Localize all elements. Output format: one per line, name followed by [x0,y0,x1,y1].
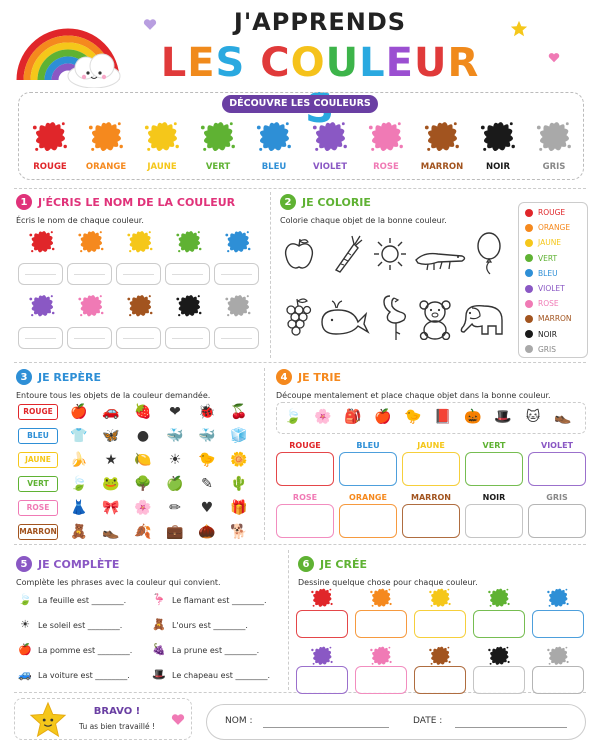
sentence-icon: 🦩 [152,593,166,606]
legend-label: ORANGE [538,223,571,233]
paint-splat-icon [423,118,461,156]
color-sample-gris [528,118,580,172]
sentence-text: Le flamant est ________. [172,595,267,605]
title-letter: U [325,40,360,86]
sortable-object-icon[interactable]: 📕 [434,409,452,425]
section-number: 5 [16,556,32,572]
paint-splat-icon [546,644,570,668]
color-sample-vert [192,118,244,172]
section-title: JE CRÉE [320,557,368,571]
legend-swatch [525,300,533,308]
object-icon[interactable]: 🐞 [198,404,216,420]
section-number: 6 [298,556,314,572]
sort-category-label: MARRON [411,493,451,502]
paint-splat-icon [487,644,511,668]
section-title: JE TRIE [298,370,342,384]
section-instruction: Découpe mentalement et place chaque objet dans la bonne couleur. [276,391,551,400]
color-label: ROSE [373,162,399,172]
drawing-box[interactable] [473,610,525,638]
legend-swatch [525,209,533,217]
section-write-color-name [16,194,235,225]
paint-splat-icon [311,118,349,156]
color-name-answer-box[interactable] [67,263,112,285]
writing-line [221,274,252,275]
paint-splat-icon [77,292,105,320]
title-letter: S [215,40,246,86]
writing-line [221,338,252,339]
sort-category-label: ROSE [292,493,318,502]
paint-splat-icon [224,292,252,320]
paint-splat-icon [487,586,511,610]
legend-swatch [525,269,533,277]
color-legend [518,202,588,358]
paint-splat-icon [428,586,452,610]
target-color-label: VERT [18,476,58,492]
legend-label: GRIS [538,344,556,354]
sentence-text: La voiture est ________. [38,670,130,680]
legend-label: BLEU [538,268,558,278]
paint-splat-icon [126,292,154,320]
object-icon[interactable]: ● [136,428,150,444]
bravo-badge [14,698,192,740]
name-date-box [206,704,586,740]
sentence-text: La prune est ________. [172,645,260,655]
sentence-item[interactable] [152,593,266,607]
target-color-label: MARRON [18,524,58,540]
legend-swatch [525,330,533,338]
legend-label: ROSE [538,299,559,309]
star-icon [510,20,528,38]
object-icon[interactable]: 🌵 [230,476,248,492]
object-icon[interactable]: 🍂 [134,524,152,540]
object-icon[interactable]: 🧊 [230,428,248,444]
divider [14,544,586,545]
section-spot-colors [16,369,210,400]
smiling-star-icon [29,701,67,739]
object-icon[interactable]: 🚗 [102,404,120,420]
legend-label: VERT [538,253,558,263]
sentence-icon: 🚙 [18,668,32,681]
sortable-object-icon[interactable]: 🍃 [284,409,302,425]
color-label: MARRON [420,162,464,172]
section-title: JE COMPLÈTE [38,557,120,571]
divider [270,192,271,358]
object-icon[interactable]: 👕 [70,428,88,444]
color-label: GRIS [542,162,566,172]
color-label: ORANGE [85,162,127,172]
color-label: NOIR [485,162,511,172]
section-number: 4 [276,369,292,385]
sort-category-label: JAUNE [417,441,445,450]
sentence-item[interactable] [18,668,130,682]
heart-icon [548,52,560,64]
sort-category-label: VERT [482,441,506,450]
legend-swatch [525,224,533,232]
object-icon[interactable]: 🍎 [70,404,88,420]
paint-splat-icon [310,586,334,610]
sortable-object-icon[interactable]: 🌸 [314,409,332,425]
color-sample-rouge [24,118,76,172]
paint-splat-icon [367,118,405,156]
sentence-text: La feuille est ________. [38,595,127,605]
section-instruction: Colorie chaque objet de la bonne couleur. [280,216,447,225]
carrot-outline-icon[interactable] [330,234,364,274]
sentence-item[interactable] [18,618,122,632]
object-icon[interactable]: 🎁 [230,500,248,516]
sentence-item[interactable] [18,593,126,607]
writing-line [123,274,154,275]
legend-item [519,296,587,311]
drawing-box[interactable] [355,610,407,638]
title-letter: R [447,40,480,86]
drawing-box[interactable] [532,666,584,694]
drawing-box[interactable] [414,666,466,694]
object-icon[interactable]: 👞 [102,524,120,540]
sentence-icon: 🍃 [18,593,32,606]
name-input-line[interactable] [263,727,389,728]
color-sample-noir [472,118,524,172]
legend-swatch [525,285,533,293]
paint-splat-icon [224,228,252,256]
date-input-line[interactable] [455,727,567,728]
sentence-text: Le soleil est ________. [38,620,123,630]
object-icon[interactable]: ☀ [168,452,182,468]
legend-label: ROUGE [538,208,566,218]
title-letter: O [290,40,326,86]
color-name-answer-box[interactable] [214,263,259,285]
bravo-title: BRAVO ! [93,706,141,717]
sort-category-label: VIOLET [541,441,573,450]
legend-item [519,311,587,326]
color-label: VIOLET [313,162,347,172]
sortable-object-icon[interactable]: 🐱 [525,409,541,425]
sortable-object-icon[interactable]: 🎩 [494,409,512,425]
sentence-icon: 🧸 [152,618,166,631]
legend-swatch [525,254,533,262]
paint-splat-icon [535,118,573,156]
target-color-label: JAUNE [18,452,58,468]
sort-drop-box[interactable] [339,504,397,538]
sentence-item[interactable] [152,668,270,682]
title-letter: L [160,40,188,86]
object-icon[interactable]: ★ [104,452,118,468]
color-name-answer-box[interactable] [18,327,63,349]
legend-item [519,205,587,220]
writing-line [123,338,154,339]
section-instruction: Entoure tous les objets de la couleur demandée. [16,391,211,400]
sort-drop-box[interactable] [339,452,397,486]
color-blot-row [24,118,580,172]
sentence-text: L'ours est ________. [172,620,248,630]
sortable-object-icon[interactable]: 🎃 [464,409,482,425]
divider [14,188,586,189]
color-label: ROUGE [33,162,67,172]
section-sort [276,369,551,400]
object-icon[interactable]: 🐸 [102,476,120,492]
paint-splat-icon [143,118,181,156]
title-letter: E [385,40,414,86]
writing-line [74,274,105,275]
bravo-subtitle: Tu as bien travaillé ! [79,722,155,731]
legend-item [519,327,587,342]
sort-category-label: NOIR [482,493,506,502]
object-icon[interactable]: 🐳 [166,428,184,444]
sortable-object-icon[interactable]: 🐤 [404,409,422,425]
title-letter: L [359,40,386,86]
legend-item [519,251,587,266]
drawing-box[interactable] [355,666,407,694]
sort-drop-box[interactable] [276,452,334,486]
paint-splat-icon [28,292,56,320]
paint-splat-icon [87,118,125,156]
paint-splat-icon [369,644,393,668]
object-icon[interactable]: 🌳 [134,476,152,492]
name-label: NOM : [225,716,253,726]
object-icon[interactable]: 🐕 [230,524,248,540]
object-icon[interactable]: 🍏 [166,476,184,492]
title-letter: C [260,40,291,86]
sortable-object-icon[interactable]: 🎒 [344,409,362,425]
color-label: VERT [205,162,231,172]
section-instruction: Écris le nom de chaque couleur. [16,216,144,225]
heart-icon [143,18,157,32]
divider [288,550,289,690]
page-title-top: J'APPRENDS [233,8,407,36]
sun-outline-icon[interactable] [372,236,408,272]
sort-drop-box[interactable] [276,504,334,538]
crocodile-outline-icon[interactable] [414,248,468,272]
sentence-item[interactable] [152,618,248,632]
sort-drop-box[interactable] [402,452,460,486]
target-color-label: ROSE [18,500,58,516]
drawing-box[interactable] [414,610,466,638]
paint-splat-icon [126,228,154,256]
writing-line [74,338,105,339]
legend-item [519,220,587,235]
legend-label: JAUNE [538,238,562,248]
object-icon[interactable]: 🌰 [198,524,216,540]
object-icon[interactable]: 🍃 [70,476,88,492]
color-name-answer-box[interactable] [214,327,259,349]
sortable-object-icon[interactable]: 👞 [554,409,572,425]
color-sample-marron [416,118,468,172]
rainbow-cloud-illustration [14,18,124,88]
object-icon[interactable]: 🍒 [230,404,248,420]
object-icon[interactable]: 👗 [70,500,88,516]
discover-banner: DÉCOUVRE LES COULEURS [222,95,378,113]
legend-item [519,342,587,357]
divider [264,368,265,540]
title-letter: E [187,40,216,86]
legend-item [519,266,587,281]
whale-outline-icon[interactable] [318,298,370,338]
legend-swatch [525,345,533,353]
elephant-outline-icon[interactable] [458,298,510,338]
paint-splat-icon [428,644,452,668]
sort-drop-box[interactable] [465,452,523,486]
flamingo-outline-icon[interactable] [378,292,412,342]
object-icon[interactable]: 🎀 [102,500,120,516]
object-icon[interactable]: ✎ [201,476,213,492]
paint-splat-icon [77,228,105,256]
apple-outline-icon[interactable] [282,236,316,272]
paint-splat-icon [175,228,203,256]
color-sample-bleu [248,118,300,172]
sort-drop-box[interactable] [528,504,586,538]
sentence-text: Le chapeau est ________. [172,670,270,680]
writing-line [25,274,56,275]
object-icon[interactable]: 🌸 [134,500,152,516]
section-create [298,556,478,587]
divider [14,362,586,363]
section-instruction: Dessine quelque chose pour chaque couleur. [298,578,478,587]
drawing-box[interactable] [532,610,584,638]
section-title: JE REPÈRE [38,370,101,384]
title-letter: U [413,40,448,86]
drawing-box[interactable] [473,666,525,694]
object-icon[interactable]: 🍌 [70,452,88,468]
color-name-answer-box[interactable] [165,263,210,285]
sort-drop-box[interactable] [402,504,460,538]
paint-splat-icon [310,644,334,668]
sentence-item[interactable] [152,643,259,657]
legend-label: VIOLET [538,284,565,294]
paint-splat-icon [255,118,293,156]
object-icon[interactable]: 🐤 [198,452,216,468]
sentence-icon: 🍇 [152,643,166,656]
title-letter [245,40,260,86]
sentence-text: La pomme est ________. [38,645,133,655]
sort-category-label: GRIS [546,493,568,502]
section-complete [16,556,221,587]
sort-category-label: ROUGE [289,441,321,450]
color-name-answer-box[interactable] [18,263,63,285]
date-label: DATE : [413,716,443,726]
legend-label: NOIR [538,329,557,339]
paint-splat-icon [199,118,237,156]
section-number: 1 [16,194,32,210]
sort-drop-box[interactable] [528,452,586,486]
color-name-answer-box[interactable] [116,327,161,349]
color-name-answer-box[interactable] [67,327,112,349]
paint-splat-icon [479,118,517,156]
sort-category-label: BLEU [356,441,380,450]
sort-drop-box[interactable] [465,504,523,538]
writing-line [172,338,203,339]
object-icon[interactable]: 🌼 [230,452,248,468]
sentence-icon: ☀ [20,618,30,631]
teddy-bear-outline-icon[interactable] [416,298,454,340]
paint-splat-icon [31,118,69,156]
grapes-outline-icon[interactable] [282,296,312,340]
paint-splat-icon [28,228,56,256]
legend-item [519,235,587,250]
object-icon[interactable]: 🐳 [198,428,216,444]
color-name-answer-box[interactable] [116,263,161,285]
sort-category-label: ORANGE [349,493,387,502]
color-label: BLEU [261,162,287,172]
sentence-item[interactable] [18,643,132,657]
object-icon[interactable]: 🍓 [134,404,152,420]
object-icon[interactable]: 🧸 [70,524,88,540]
legend-label: MARRON [538,314,572,324]
section-number: 3 [16,369,32,385]
target-color-label: ROUGE [18,404,58,420]
color-sample-jaune [136,118,188,172]
writing-line [172,274,203,275]
writing-line [25,338,56,339]
section-title: J'ÉCRIS LE NOM DE LA COULEUR [38,195,236,209]
color-label: JAUNE [147,162,177,172]
sortable-object-icon[interactable]: 🍎 [374,409,392,425]
paint-splat-icon [175,292,203,320]
balloon-outline-icon[interactable] [474,232,504,276]
object-icon[interactable]: 🍋 [134,452,152,468]
section-title: JE COLORIE [302,195,371,209]
legend-item [519,281,587,296]
target-color-label: BLEU [18,428,58,444]
legend-swatch [525,315,533,323]
paint-splat-icon [369,586,393,610]
heart-icon [171,713,185,727]
drawing-box[interactable] [296,610,348,638]
section-instruction: Complète les phrases avec la couleur qui convient. [16,578,221,587]
drawing-box[interactable] [296,666,348,694]
sentence-icon: 🎩 [152,668,166,681]
color-sample-orange [80,118,132,172]
object-icon[interactable]: 🦋 [102,428,120,444]
color-sample-rose [360,118,412,172]
object-icon[interactable]: ♥ [200,500,214,516]
legend-swatch [525,239,533,247]
object-icon[interactable]: ❤ [169,404,181,420]
color-name-answer-box[interactable] [165,327,210,349]
sentence-icon: 🍎 [18,643,32,656]
color-sample-violet [304,118,356,172]
section-number: 2 [280,194,296,210]
object-icon[interactable]: ✏ [169,500,181,516]
paint-splat-icon [546,586,570,610]
object-icon[interactable]: 💼 [166,524,184,540]
section-color-in [280,194,447,225]
